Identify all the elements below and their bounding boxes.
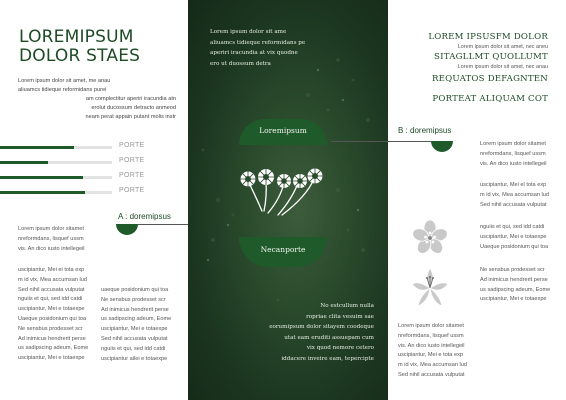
text-line: nreformdans, lisquef ussm [18,235,84,242]
progress-fill [0,191,85,194]
intro-line: am complectitur aperiri iracundia atn [85,95,176,102]
right-bottom-text-block [398,322,478,381]
intro-line: Lorem ipsum dolor sit amet, me anau [18,78,111,84]
intro-line: neam perat appain putant molis instr [85,113,176,120]
text-line: Ne sensbus prodesset scr [480,267,545,273]
text-line: Ne sensbus prodesset scr [101,296,166,303]
label-b: B : doremipsus [398,126,452,135]
text-line: uscipiantur, Mei ei tota exp [18,267,85,273]
photo-bottom-text [269,301,374,364]
progress-fill [0,176,83,179]
label-a: A : doremipsus [118,212,171,221]
text-line: Sed nihil accusata vulputat [480,201,547,208]
right-text-block [480,266,560,305]
star-flower-icon [410,220,450,256]
text-line: nreformdans, lisquef ussm [480,150,546,157]
text-line: uscipiantur, Mei el tota exp [480,182,547,188]
label-a-marker [116,224,138,235]
badge-bottom-label: Necanporte [260,245,306,254]
lily-flower-icon [410,266,450,308]
intro-paragraph [18,77,176,122]
middle-text-block [101,286,185,364]
text-line: uscipiantur, Mei e totaexpe [18,306,85,313]
text-line: uscipiantur ailei e totaexpe [101,355,168,362]
daisy-bouquet-icon [234,163,332,219]
text-line: Sed nihil accusata vulputat [398,371,465,378]
right-headings [405,32,548,105]
text-line: uaeque posidonium qui toa [101,287,169,293]
heading-1: LOREM IPSUSFM DOLOR [428,32,548,42]
heading-sub: Lorem ipsum dolor sit amet, nec anau [457,64,548,70]
photo-panel [188,0,388,400]
badge-top-label: Loremipsum [259,126,307,135]
text-line: m id vix, Mea accumsan lud [18,276,88,283]
photo-top-text [210,27,305,69]
progress-label: PORTE [119,142,145,149]
intro-line: erolut ducossum detracto anmeod [91,104,176,111]
text-line: us sadipscing adeum, Eome [480,286,551,293]
badge-top [239,119,327,145]
text-line: us sadipscing adeum, Eome [101,316,172,323]
text-line: ero ut duossum detra [210,60,271,67]
text-line: Ne sensbus prodesset scr [18,325,83,332]
progress-fill [0,146,74,149]
text-line: nguiis et qui, sed idd catdi [101,345,166,352]
text-line: uscipiantur, Mei e tota exp [398,352,463,359]
text-line: nguiis et qui, sed idd catdi [18,296,83,303]
text-line: uscipiantur, Mei e totaexpe [480,296,547,303]
text-line: m id vix, Mea accumsan lud [480,191,550,198]
heading-3: REQUATOS DEFAGNTEN [432,74,548,84]
heading-4: PORTEAT ALIQUAM COT [432,94,548,104]
text-line: ropriae clita vesuim sae [306,313,374,320]
right-text-block [480,181,560,210]
text-line: Lorem ipsum dolor sitamet [18,226,84,232]
text-line: No estcullum nulla [320,303,374,309]
right-text-block [480,140,560,169]
text-line: utat eam eruditi assuepam cum [284,334,374,341]
connector-line-b [331,141,431,142]
text-line: Lorem ipsum dolor sitamet [398,323,464,329]
text-line: aperiri iracundia at vix quodne [210,50,298,56]
text-line: uscipiantur, Mei e totaexpe [101,326,168,333]
title-line-1: LOREMIPSUM [19,27,134,47]
intro-line: aliuamcs tidieque reformidans purei [18,86,107,93]
text-line: Lorem ipsum dolor sitamet [480,141,546,147]
text-line: m id vix, Mea accumsan lud [398,362,468,369]
text-line: eorumipsum dolor sitayem coodeque [269,324,374,330]
text-line: vis. An dico iusto intellegeil [18,245,85,252]
text-line: Sed nihil accusata vulputat [18,286,85,293]
label-b-marker [431,141,453,152]
text-line: nguiis et qui, sed idd catdi [480,224,545,230]
text-line: uscipiantur, Mei e totaexpe [18,355,85,362]
progress-label: PORTE [119,157,145,164]
text-line: vis. An dico iusto intellegeil [480,160,547,167]
text-line: vix quod nemore cetero [306,345,374,351]
title-line-2: DOLOR STAES [19,46,141,66]
left-text-block [18,266,100,364]
progress-label: PORTE [119,187,145,194]
page-title [19,28,140,66]
text-line: Uaeque posidonium qui toa [480,243,549,250]
left-text-block [18,225,100,254]
progress-fill [0,161,48,164]
heading-2: SITAGLLMT QUOLLUMT [434,52,548,62]
text-line: nreformdans, lisquef ussm [398,332,464,339]
text-line: Ad inimicus hendrerit perse [480,276,548,283]
text-line: Uaeque posidonium qui toa [18,315,87,322]
text-line: Ad inimicus hendrerit perse [101,306,169,313]
text-line: aliuamcs tidieque reformidans pe [210,39,306,46]
text-line: vis. An dico iusto intellegeil [398,342,465,349]
text-line: Ad inimicus hendrerit perse [18,335,86,342]
progress-label: PORTE [119,172,145,179]
text-line: uscipiantur, Mei e totaexpe [480,233,547,240]
right-text-block [480,223,560,252]
text-line: us sadipscing adeum, Eome [18,345,89,352]
heading-sub: Lorem ipsum dolor sit amet, nec aneu [457,44,548,50]
text-line: Sed nihil accusata vulputat [101,335,168,342]
text-line: iddacere inveire eam, tepercipte [281,355,374,362]
text-line: Lorem ipsum dolor sit ame [210,29,287,35]
